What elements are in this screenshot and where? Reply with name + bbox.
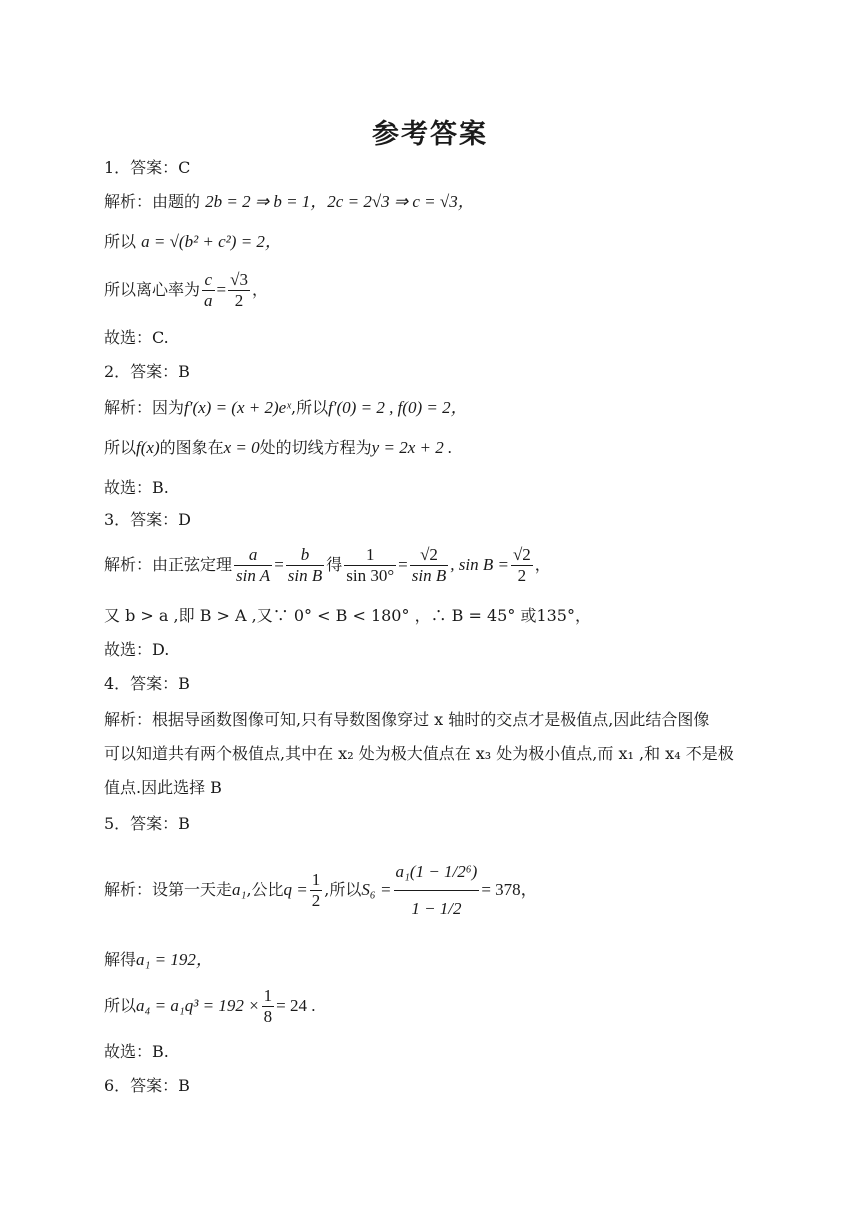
q1-solution-line3 [104,268,764,312]
q5-l1-mid2: ,所以 [324,880,362,899]
q3-solution-line2: 又 b > a ,即 B > A ,又∵ 0° < B < 180° ，∴ B = 45° 或135°， [104,606,591,625]
q2-x0: x = 0 [223,438,260,457]
q3-fraction-sqrt2: $\frac{√2}{\text{sin B}}$ [411,545,447,585]
q1-l3-tail: ， [251,280,268,299]
q5-l3-prefix: 所以 [104,996,137,1015]
q2-l2-prefix: 所以 [104,438,137,457]
q2-solution-line2 [104,436,764,460]
q2-tangent-line: y = 2x + 2 . [371,438,453,457]
q4-answer: 4．答案：B [104,674,190,693]
q2-choice: 故选：B. [104,478,169,497]
q5-a4: a₄ = a₁q³ = 192 × [136,996,260,1015]
q3-l1-mid: 得 [326,555,343,574]
q3-l1-tail: ， [534,555,551,574]
q2-fx: f(x) [136,438,160,457]
q1-equals: = [216,280,227,299]
q5-a1: a₁ [232,880,247,899]
q1-l2-prefix: 所以 [104,232,137,251]
q4-solution-line2: 可以知道共有两个极值点,其中在 x₂ 处为极大值点在 x₃ 处为极小值点,而 x₁ ,和 x₄ 不是极 [104,744,734,763]
q2-l1-prefix: 解析：因为 [104,398,185,417]
q2-answer: 2．答案：B [104,362,190,381]
q5-ratio-fraction: $\frac{1}{2}$ [311,870,321,910]
q3-sinB: , sin B = [450,555,509,574]
q2-derivative: f′(x) = (x + 2)eˣ [184,398,291,417]
q1-choice: 故选：C. [104,328,169,347]
q3-answer: 3．答案：D [104,510,192,529]
q2-solution-line1 [104,396,764,420]
q1-ratio-fraction: $\frac{c}{a}$ [204,270,213,310]
q5-solution-line1 [104,842,764,938]
q1-eccentricity-fraction: $\frac{√3}{2}$ [230,270,248,310]
q3-fraction-b: $\frac{b}{\text{sin B}}$ [287,545,323,585]
q5-s6: S₆ = [361,880,392,899]
q5-l1-mid: ,公比 [246,880,284,899]
q5-sum-fraction: $\frac{\text{a₁(1 − 1/2⁶)}}{1 - 1/2}$ [394,854,480,927]
q6-answer: 6．答案：B [104,1076,190,1095]
q2-l2-mid1: 的图象在 [159,438,224,457]
q5-l3-tail: = 24 . [276,996,316,1015]
q5-choice: 故选：B. [104,1042,169,1061]
q3-fraction-result: $\frac{√2}{2}$ [512,545,531,585]
q1-solution-line2 [104,230,764,254]
q1-l1-math: 2b = 2 ⇒ b = 1，2c = 2√3 ⇒ c = √3， [205,192,475,211]
q2-l1-mid: ,所以 [290,398,329,417]
q1-l3-prefix: 所以离心率为 [104,280,201,299]
q5-solution-line3 [104,984,764,1028]
q2-values: f′(0) = 2 , f(0) = 2， [328,398,468,417]
q1-answer: 1．答案：C [104,158,191,177]
q5-answer: 5．答案：B [104,814,190,833]
q5-eighth-fraction: $\frac{1}{8}$ [263,986,273,1026]
q4-solution-line3: 值点.因此选择 B [104,778,222,797]
q1-l2-math: a = √(b² + c²) = 2， [141,232,282,251]
q5-solution-line2 [104,948,764,972]
q3-fraction-a: $\frac{a}{\text{sin A}}$ [236,545,271,585]
q4-solution-line1: 解析：根据导函数图像可知,只有导数图像穿过 x 轴时的交点才是极值点,因此结合图像 [104,710,710,729]
q5-l1-prefix: 解析：设第一天走 [104,880,233,899]
q3-l1-prefix: 解析：由正弦定理 [104,555,233,574]
q2-l2-mid2: 处的切线方程为 [259,438,372,457]
q3-solution-line1: 解析：由正弦定理 $\frac{a}{\text{sin A}}$ = $\frac{b}{\text{sin B}}$ 得 $\frac{1}{\sin 30^\circ}$ = $\frac{√2}{\text{sin B}}$ , sin B = $\frac{√2}{2}$ ， [104,545,551,585]
q5-a1-value: a₁ = 192， [136,950,213,969]
q5-l1-tail: = 378， [481,880,538,899]
q1-l1-prefix: 解析：由题的 [104,192,201,211]
q3-fraction-1: $\frac{1}{\sin 30^\circ}$ [346,545,395,585]
q1-solution-line1 [104,190,764,214]
q5-l2-prefix: 解得 [104,950,137,969]
page-title: 参考答案 [372,119,488,150]
q5-q: q = [283,880,308,899]
q3-choice: 故选：D. [104,640,170,659]
